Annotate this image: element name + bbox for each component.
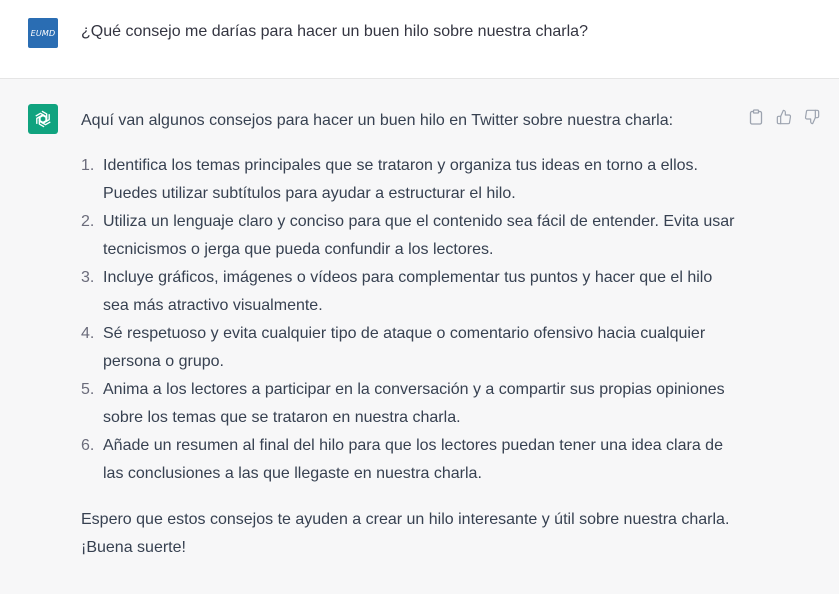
list-item [81,152,741,208]
list-number: 3. [81,269,95,286]
clipboard-icon [749,109,763,125]
user-message-text: ¿Qué consejo me darías para hacer un buen hilo sobre nuestra charla? [81,23,588,40]
list-item [81,208,741,264]
list-item [81,264,741,320]
thumbs-up-icon [776,109,792,125]
assistant-message-content [81,107,741,562]
assistant-avatar [28,104,58,134]
list-item-text: Incluye gráficos, imágenes o vídeos para complementar tus puntos y hacer que el hilo sea más atractivo visualmente. [103,269,713,314]
openai-logo-icon [32,108,54,130]
outro-line-1: Espero que estos consejos te ayuden a crear un hilo interesante y útil sobre nuestra charla. [81,511,730,528]
list-item-text: Identifica los temas principales que se trataron y organiza tus ideas en torno a ellos. Puedes utilizar subtítulos para ayudar a estructurar el hilo. [103,157,698,202]
user-avatar: EUMD [28,18,58,48]
list-number: 1. [81,157,95,174]
list-item-text: Añade un resumen al final del hilo para que los lectores puedan tener una idea clara de las conclusiones a las que llegaste en nuestra charla. [103,437,723,482]
thumbs-down-button[interactable] [802,107,821,126]
list-number: 4. [81,325,95,342]
list-item [81,376,741,432]
thumbs-up-button[interactable] [774,107,793,126]
thumbs-down-icon [804,109,820,125]
list-item [81,320,741,376]
tips-list [81,152,741,488]
list-number: 5. [81,381,95,398]
list-item-text: Anima a los lectores a participar en la conversación y a compartir sus propias opiniones sobre los temas que se trataron en nuestra charla. [103,381,725,426]
list-number: 2. [81,213,95,230]
assistant-intro: Aquí van algunos consejos para hacer un buen hilo en Twitter sobre nuestra charla: [81,112,674,129]
list-item-text: Utiliza un lenguaje claro y conciso para que el contenido sea fácil de entender. Evita usar tecnicismos o jerga que pueda confundir a los lectores. [103,213,735,258]
copy-button[interactable] [746,107,765,126]
list-number: 6. [81,437,95,454]
list-item-text: Sé respetuoso y evita cualquier tipo de ataque o comentario ofensivo hacia cualquier persona o grupo. [103,325,706,370]
user-message-row [0,0,839,79]
assistant-message-row [0,79,839,594]
list-item [81,432,741,488]
outro-line-2: ¡Buena suerte! [81,539,186,556]
assistant-outro [81,506,741,562]
message-actions [746,107,821,126]
